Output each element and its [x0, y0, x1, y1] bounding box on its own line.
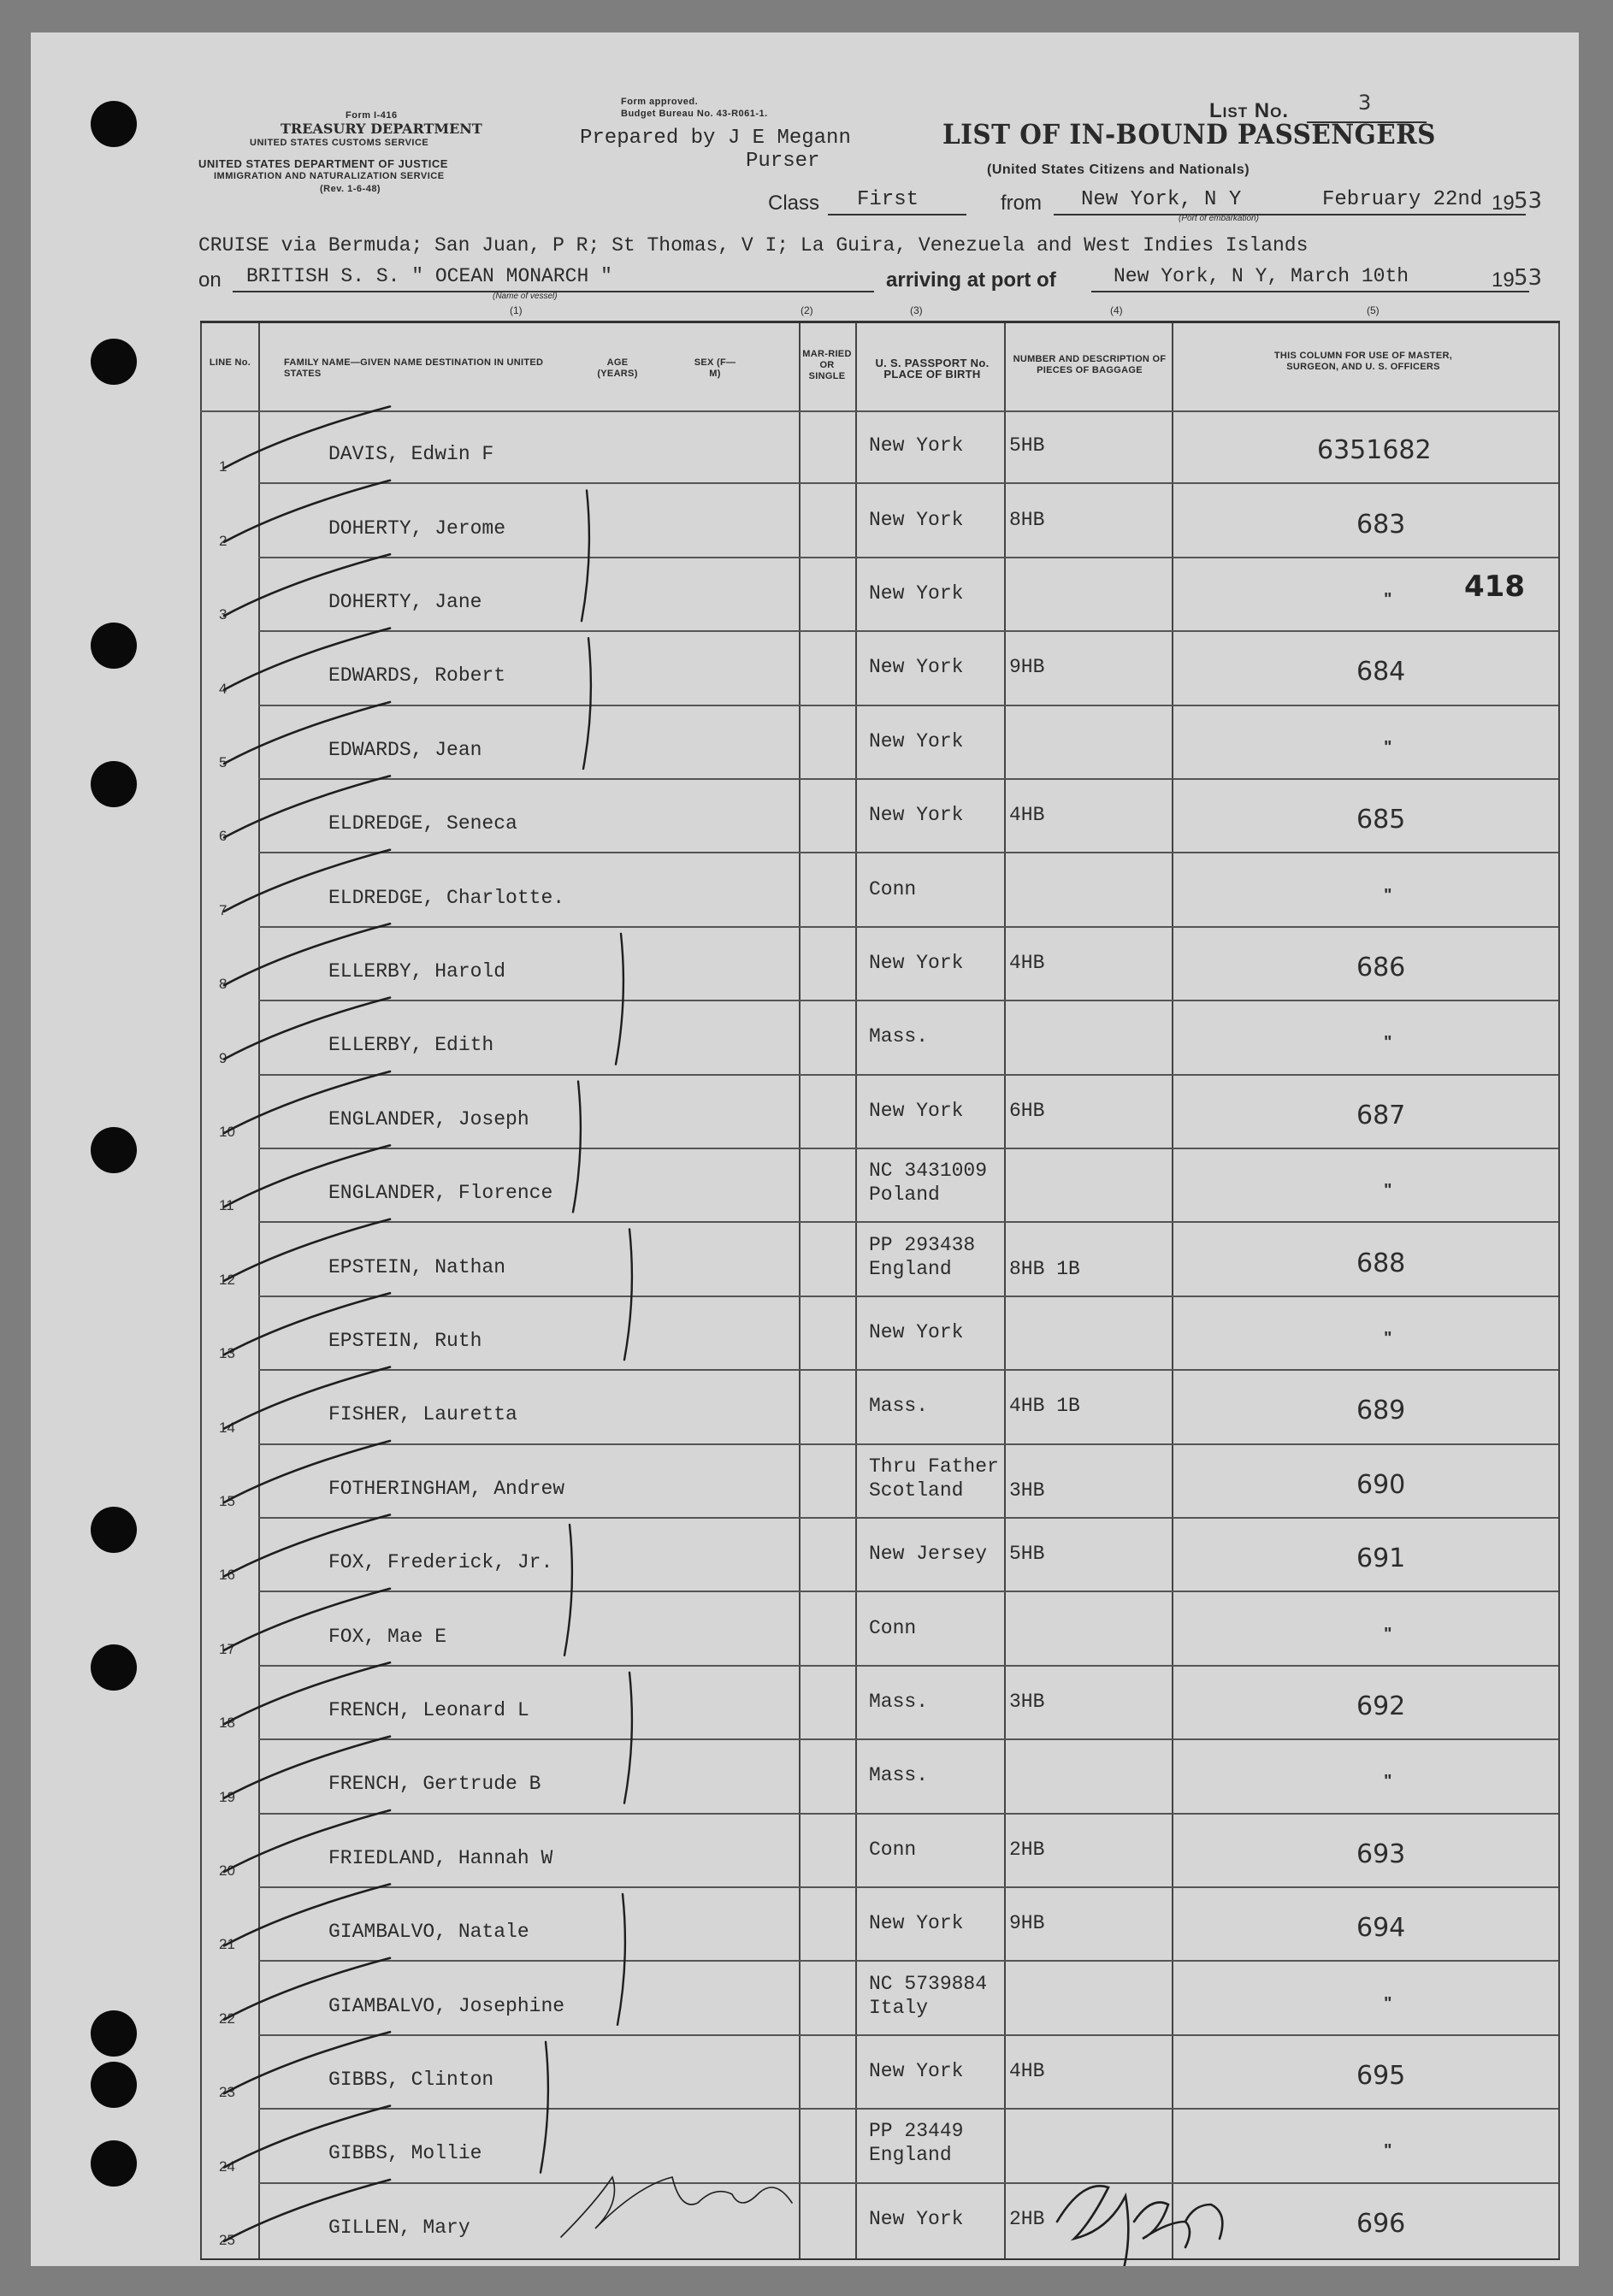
pen-stroke: [624, 1673, 632, 1803]
place-of-birth: New York: [869, 581, 964, 605]
baggage-count: 6HB: [1009, 1099, 1045, 1122]
passenger-name: EDWARDS, Robert: [328, 664, 506, 688]
line-number: 25: [219, 2231, 235, 2248]
embark-note: (Port of embarkation): [1179, 214, 1259, 223]
ditto-mark: ": [1384, 737, 1392, 757]
pen-stroke: [224, 1884, 390, 1945]
place-of-birth: New Jersey: [869, 1543, 988, 1566]
ditto-mark: ": [1384, 1624, 1392, 1644]
passenger-name: ELLERBY, Harold: [328, 959, 506, 983]
passenger-name: FRENCH, Leonard L: [328, 1698, 529, 1721]
col-header-married: MAR-RIED OR SINGLE: [802, 349, 852, 381]
place-of-birth: Mass.: [869, 1395, 929, 1418]
revision-date: (Rev. 1-6-48): [320, 184, 381, 194]
place-of-birth: Mass.: [869, 1764, 929, 1787]
pen-stroke: [224, 1810, 390, 1872]
pen-stroke: [224, 1367, 390, 1429]
col-num-2: (2): [801, 304, 813, 316]
passenger-name: EDWARDS, Jean: [328, 738, 482, 761]
officer-reference-number: 688: [1356, 1248, 1406, 1278]
from-label: from: [1001, 192, 1042, 215]
departure-date: February 22nd: [1322, 188, 1483, 211]
pen-stroke: [1185, 2205, 1222, 2239]
baggage-count: 4HB: [1009, 804, 1045, 827]
pen-stroke: [583, 638, 591, 769]
line-number: 2: [219, 532, 227, 549]
line-number: 19: [219, 1788, 235, 1805]
document-title: LIST OF IN-BOUND PASSENGERS: [942, 118, 1436, 151]
passenger-name: ELDREDGE, Charlotte.: [328, 886, 565, 909]
pen-stroke: [224, 1514, 390, 1576]
passenger-name: FOX, Frederick, Jr.: [328, 1551, 553, 1574]
line-number: 4: [219, 680, 227, 697]
officer-reference-number: 694: [1356, 1913, 1406, 1944]
line-number: 17: [219, 1640, 235, 1657]
baggage-count: 3HB: [1009, 1690, 1045, 1713]
passenger-name: ENGLANDER, Joseph: [328, 1107, 529, 1130]
pen-stroke: [541, 2042, 548, 2173]
departure-year: 53: [1514, 188, 1543, 214]
ditto-mark: ": [1384, 1033, 1392, 1053]
place-of-birth: England: [869, 2144, 952, 2167]
on-label: on: [198, 269, 222, 292]
place-of-birth: New York: [869, 1099, 964, 1122]
baggage-count: 5HB: [1009, 434, 1045, 457]
baggage-count: 5HB: [1009, 1543, 1045, 1566]
line-number: 24: [219, 2157, 235, 2175]
immigration-service: IMMIGRATION AND NATURALIZATION SERVICE: [214, 171, 445, 181]
col-header-age: AGE (YEARS): [597, 357, 638, 379]
form-number: Form I-416: [346, 110, 398, 121]
pen-stroke: [224, 1293, 390, 1355]
pen-stroke: [224, 629, 390, 690]
line-number: 14: [219, 1419, 235, 1436]
place-of-birth: Scotland: [869, 1479, 964, 1502]
officer-reference-number: 684: [1356, 657, 1406, 688]
pen-stroke: [224, 1589, 390, 1650]
col-num-1: (1): [510, 304, 523, 316]
ditto-mark: ": [1384, 2141, 1392, 2161]
passenger-name: GILLEN, Mary: [328, 2216, 470, 2239]
pen-stroke: [224, 2180, 390, 2241]
passenger-name: ENGLANDER, Florence: [328, 1182, 553, 1205]
ditto-mark: ": [1384, 589, 1392, 609]
passenger-name: EPSTEIN, Nathan: [328, 1255, 506, 1278]
place-of-birth: New York: [869, 804, 964, 827]
line-number: 8: [219, 976, 227, 993]
baggage-count: 3HB: [1009, 1479, 1045, 1502]
arrival-port-date: New York, N Y, March 10th: [1114, 265, 1409, 287]
place-of-birth: Conn: [869, 1616, 917, 1639]
pen-stroke: [1134, 2203, 1190, 2248]
passenger-name: GIAMBALVO, Natale: [328, 1921, 529, 1944]
col-header-officers: THIS COLUMN FOR USE OF MASTER, SURGEON, AND U. S. OFFICERS: [1273, 351, 1453, 372]
class-label: Class: [768, 192, 820, 215]
pen-stroke: [224, 1219, 390, 1281]
place-of-birth: New York: [869, 656, 964, 679]
prepared-by: Prepared by J E Megann: [580, 127, 851, 150]
col-header-baggage: NUMBER AND DESCRIPTION OF PIECES OF BAGGAGE: [1013, 354, 1167, 375]
line-number: 3: [219, 606, 227, 623]
passenger-name: ELDREDGE, Seneca: [328, 812, 517, 835]
col-header-sex: SEX (F—M): [694, 357, 736, 379]
pen-stroke: [624, 1229, 632, 1360]
passenger-name: FOX, Mae E: [328, 1625, 447, 1648]
line-number: 15: [219, 1492, 235, 1509]
passport-number: PP 23449: [869, 2120, 964, 2143]
place-of-birth: New York: [869, 2207, 964, 2230]
margin-number: 418: [1464, 570, 1525, 604]
pen-stroke: [224, 1737, 390, 1798]
pen-stroke: [224, 776, 390, 837]
manifest-sheet: [31, 32, 1579, 2266]
passenger-name: FRIEDLAND, Hannah W: [328, 1846, 553, 1869]
place-of-birth: New York: [869, 951, 964, 974]
passenger-name: GIBBS, Mollie: [328, 2142, 482, 2165]
budget-bureau: Budget Bureau No. 43-R061-1.: [621, 109, 768, 119]
col-header-name: FAMILY NAME—GIVEN NAME DESTINATION IN UNITED STATES: [284, 357, 544, 379]
line-number: 16: [219, 1567, 235, 1584]
col-num-3: (3): [910, 304, 923, 316]
vessel-note: (Name of vessel): [493, 292, 558, 301]
ditto-mark: ": [1384, 1772, 1392, 1791]
pen-stroke: [617, 1894, 625, 2025]
ditto-mark: ": [1384, 1181, 1392, 1201]
baggage-count: 2HB: [1009, 2207, 1045, 2230]
baggage-count: 9HB: [1009, 656, 1045, 679]
pen-stroke: [224, 1958, 390, 2020]
passenger-name: FISHER, Lauretta: [328, 1403, 517, 1426]
pen-stroke: [582, 490, 589, 621]
treasury-dept: TREASURY DEPARTMENT: [281, 121, 482, 137]
line-number: 18: [219, 1715, 235, 1732]
place-of-birth: England: [869, 1257, 952, 1280]
col-header-passport: U. S. PASSPORT No. PLACE OF BIRTH: [875, 357, 990, 381]
pen-stroke: [1057, 2186, 1128, 2266]
place-of-birth: New York: [869, 508, 964, 531]
place-of-birth: Mass.: [869, 1025, 929, 1048]
passport-number: PP 293438: [869, 1233, 976, 1256]
col-header-line: LINE No.: [209, 357, 251, 368]
pen-stroke: [224, 702, 390, 764]
pen-stroke: [224, 1441, 390, 1502]
form-approved: Form approved.: [621, 97, 699, 107]
line-number: 23: [219, 2084, 235, 2101]
officer-reference-number: 695: [1356, 2060, 1406, 2091]
place-of-birth: New York: [869, 434, 964, 457]
passenger-name: GIBBS, Clinton: [328, 2068, 494, 2091]
year-prefix-1: 19: [1492, 192, 1515, 215]
place-of-birth: Mass.: [869, 1690, 929, 1713]
baggage-count: 8HB 1B: [1009, 1257, 1080, 1280]
pen-stroke: [564, 1525, 572, 1656]
line-number: 13: [219, 1345, 235, 1362]
line-number: 6: [219, 828, 227, 845]
class-value: First: [857, 188, 919, 211]
passenger-name: ELLERBY, Edith: [328, 1034, 494, 1057]
passenger-name: DOHERTY, Jerome: [328, 516, 506, 540]
pen-stroke: [224, 998, 390, 1059]
pen-stroke: [561, 2177, 792, 2237]
place-of-birth: New York: [869, 729, 964, 753]
officer-reference-number: 691: [1356, 1543, 1406, 1574]
officer-reference-number: 689: [1356, 1396, 1406, 1426]
dept-justice: UNITED STATES DEPARTMENT OF JUSTICE: [198, 157, 448, 170]
officer-reference-number: 6351682: [1317, 435, 1432, 466]
line-number: 11: [219, 1197, 234, 1214]
col-num-5: (5): [1367, 304, 1380, 316]
document-subtitle: (United States Citizens and Nationals): [987, 162, 1250, 177]
baggage-count: 9HB: [1009, 1912, 1045, 1935]
officer-reference-number: 686: [1356, 952, 1406, 983]
place-of-birth: New York: [869, 1320, 964, 1343]
place-of-birth: New York: [869, 1912, 964, 1935]
baggage-count: 4HB 1B: [1009, 1395, 1080, 1418]
line-number: 10: [219, 1123, 235, 1140]
passport-number: NC 5739884: [869, 1972, 988, 1995]
passport-number: NC 3431009: [869, 1160, 988, 1183]
line-number: 20: [219, 1862, 235, 1879]
pen-stroke: [224, 850, 390, 912]
pen-stroke: [224, 2106, 390, 2168]
officer-reference-number: 696: [1356, 2208, 1406, 2239]
place-of-birth: Conn: [869, 1838, 917, 1861]
line-number: 9: [219, 1049, 227, 1066]
pen-stroke: [224, 554, 390, 616]
pen-stroke: [224, 2032, 390, 2093]
baggage-count: 4HB: [1009, 2059, 1045, 2082]
list-no-label: List No.: [1209, 99, 1289, 122]
baggage-count: 2HB: [1009, 1838, 1045, 1861]
col-num-4: (4): [1110, 304, 1123, 316]
passport-number: Thru Father: [869, 1455, 999, 1478]
ditto-mark: ": [1384, 885, 1392, 905]
list-no: 3: [1358, 91, 1372, 115]
place-of-birth: Italy: [869, 1996, 929, 2019]
passenger-name: FOTHERINGHAM, Andrew: [328, 1477, 565, 1500]
passenger-name: DOHERTY, Jane: [328, 590, 482, 613]
arriving-label: arriving at port of: [886, 269, 1056, 292]
place-of-birth: Poland: [869, 1183, 940, 1207]
place-of-birth: Conn: [869, 877, 917, 900]
pen-stroke: [224, 924, 390, 985]
arrival-year: 53: [1514, 265, 1543, 291]
vessel-name: BRITISH S. S. " OCEAN MONARCH ": [246, 265, 612, 287]
officer-reference-number: 687: [1356, 1100, 1406, 1130]
line-number: 12: [219, 1271, 235, 1288]
pen-stroke: [224, 1662, 390, 1724]
baggage-count: 8HB: [1009, 508, 1045, 531]
officer-reference-number: 690: [1356, 1469, 1406, 1500]
line-number: 21: [219, 1936, 235, 1953]
pen-stroke: [224, 481, 390, 542]
purser-title: Purser: [746, 150, 820, 173]
handwritten-marks: [31, 32, 1579, 2266]
officer-reference-number: 692: [1356, 1691, 1406, 1721]
pen-stroke: [224, 406, 390, 468]
pen-stroke: [224, 1071, 390, 1133]
pen-stroke: [224, 1145, 390, 1207]
passenger-name: FRENCH, Gertrude B: [328, 1773, 541, 1796]
officer-reference-number: 683: [1356, 509, 1406, 540]
officer-reference-number: 685: [1356, 805, 1406, 835]
passenger-name: EPSTEIN, Ruth: [328, 1329, 482, 1352]
ditto-mark: ": [1384, 1993, 1392, 2013]
from-value: New York, N Y: [1081, 188, 1242, 211]
officer-reference-number: 693: [1356, 1839, 1406, 1869]
year-prefix-2: 19: [1492, 269, 1515, 292]
baggage-count: 4HB: [1009, 951, 1045, 974]
passenger-name: DAVIS, Edwin F: [328, 443, 494, 466]
line-number: 22: [219, 2010, 235, 2027]
cruise-itinerary: CRUISE via Bermuda; San Juan, P R; St Thomas, V I; La Guira, Venezuela and West Indies Islands: [198, 234, 1309, 257]
line-number: 1: [219, 458, 227, 475]
pen-stroke: [573, 1082, 581, 1213]
line-number: 7: [219, 901, 227, 918]
place-of-birth: New York: [869, 2059, 964, 2082]
line-number: 5: [219, 753, 227, 770]
passenger-name: GIAMBALVO, Josephine: [328, 1994, 565, 2017]
pen-stroke: [616, 934, 623, 1065]
ditto-mark: ": [1384, 1328, 1392, 1348]
customs-service: UNITED STATES CUSTOMS SERVICE: [250, 138, 429, 148]
